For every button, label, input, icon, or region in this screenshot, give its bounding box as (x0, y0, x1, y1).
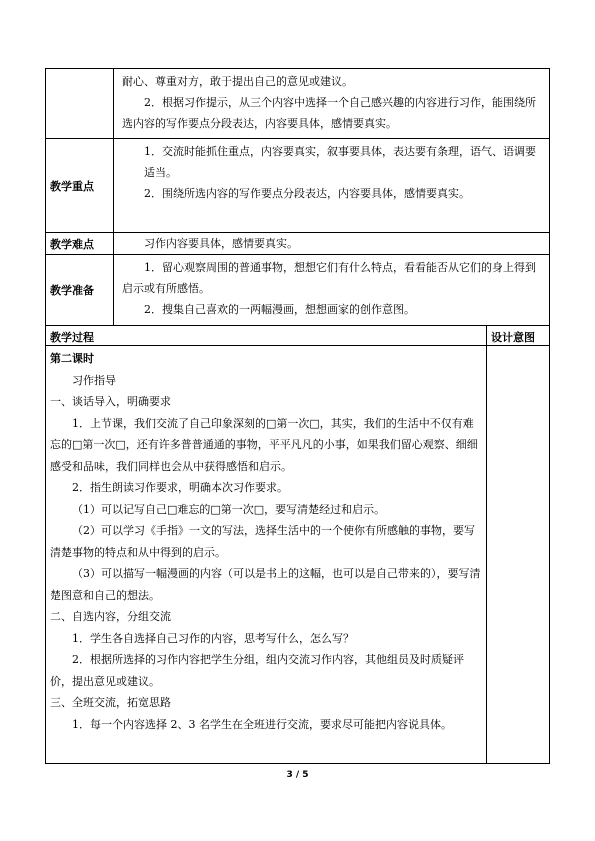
objectives-label-cell (46, 69, 114, 138)
difficulty-content (114, 233, 549, 254)
section-1-heading: 一、谈话导入，明确要求 (50, 395, 171, 408)
preparation-label: 教学准备 (46, 255, 114, 325)
key-points-label: 教学重点 (46, 139, 114, 232)
key-points-p1b: 适当。 (144, 166, 177, 179)
section-3-p1: 1．每一个内容选择 2、3 名学生在全班进行交流，要求尽可能把内容说具体。 (72, 717, 452, 731)
preparation-row (45, 255, 550, 326)
objectives-line-1: 耐心、尊重对方，敢于提出自己的意见或建议。 (122, 75, 353, 88)
objectives-line-2: 2．根据习作提示，从三个内容中选择一个自己感兴趣的内容进行习作，能围绕所选内容的写作要点分段表达，内容要具体，感情要真实。 (122, 96, 536, 130)
section-2-heading: 二、自选内容，分组交流 (50, 610, 171, 623)
section-2-p2: 2．根据所选择的习作内容把学生分组，组内交流习作内容，其他组员及时质疑评价，提出意见或建议。 (50, 653, 464, 688)
section-1-p5: （3）可以描写一幅漫画的内容（可以是书上的这幅，也可以是自己带来的），要写清楚图意和自己的想法。 (50, 567, 481, 602)
difficulty-label: 教学难点 (46, 233, 114, 254)
preparation-p1: 1．留心观察周围的普通事物，想想它们有什么特点，看看能否从它们的身上得到启示或有所感悟。 (122, 261, 536, 295)
key-points-p2: 2．围绕所选内容的写作要点分段表达，内容要具体，感情要真实。 (144, 187, 470, 200)
process-header-row (45, 326, 550, 346)
process-content (46, 346, 487, 763)
process-row (45, 346, 550, 764)
guide-title: 习作指导 (72, 373, 116, 387)
preparation-content (114, 255, 549, 325)
objectives-content (114, 69, 549, 138)
section-1-p1: 1．上节课，我们交流了自己印象深刻的□第一次□，其实，我们的生活中不仅有难忘的□第一次□，还有许多普普通通的事物，平平凡凡的小事，如果我们留心观察、细细感受和品味，我们同样也会从中获得感悟和启示。 (50, 416, 478, 473)
difficulty-text: 习作内容要具体，感情要真实。 (144, 237, 298, 250)
difficulty-row (45, 233, 550, 255)
section-1-p2: 2．指生朗读习作要求，明确本次习作要求。 (72, 481, 288, 494)
key-points-p1: 1．交流时能抓住重点，内容要真实，叙事要具体，表达要有条理，语气、语调要 (144, 145, 536, 158)
section-2-p1: 1．学生各自选择自己习作的内容，思考写什么，怎么写？ (72, 631, 354, 645)
section-3-heading: 三、全班交流，拓宽思路 (50, 696, 171, 709)
lesson-title: 第二课时 (50, 352, 94, 365)
design-intent-cell (487, 346, 549, 763)
process-header-label: 教学过程 (46, 326, 487, 345)
design-intent-header: 设计意图 (491, 331, 535, 344)
section-1-p3: （1）可以记写自己□难忘的□第一次□，要写清楚经过和启示。 (72, 502, 386, 516)
page-number: 3 / 5 (286, 770, 309, 780)
preparation-p2: 2．搜集自己喜欢的一两幅漫画，想想画家的创作意图。 (144, 303, 415, 316)
key-points-row (45, 139, 550, 233)
key-points-content (114, 139, 549, 232)
lesson-plan-table (45, 68, 550, 764)
section-1-p4: （2）可以学习《手指》一文的写法，选择生活中的一个使你有所感触的事物，要写清楚事物的特点和从中得到的启示。 (50, 524, 475, 559)
objectives-row (45, 68, 550, 139)
